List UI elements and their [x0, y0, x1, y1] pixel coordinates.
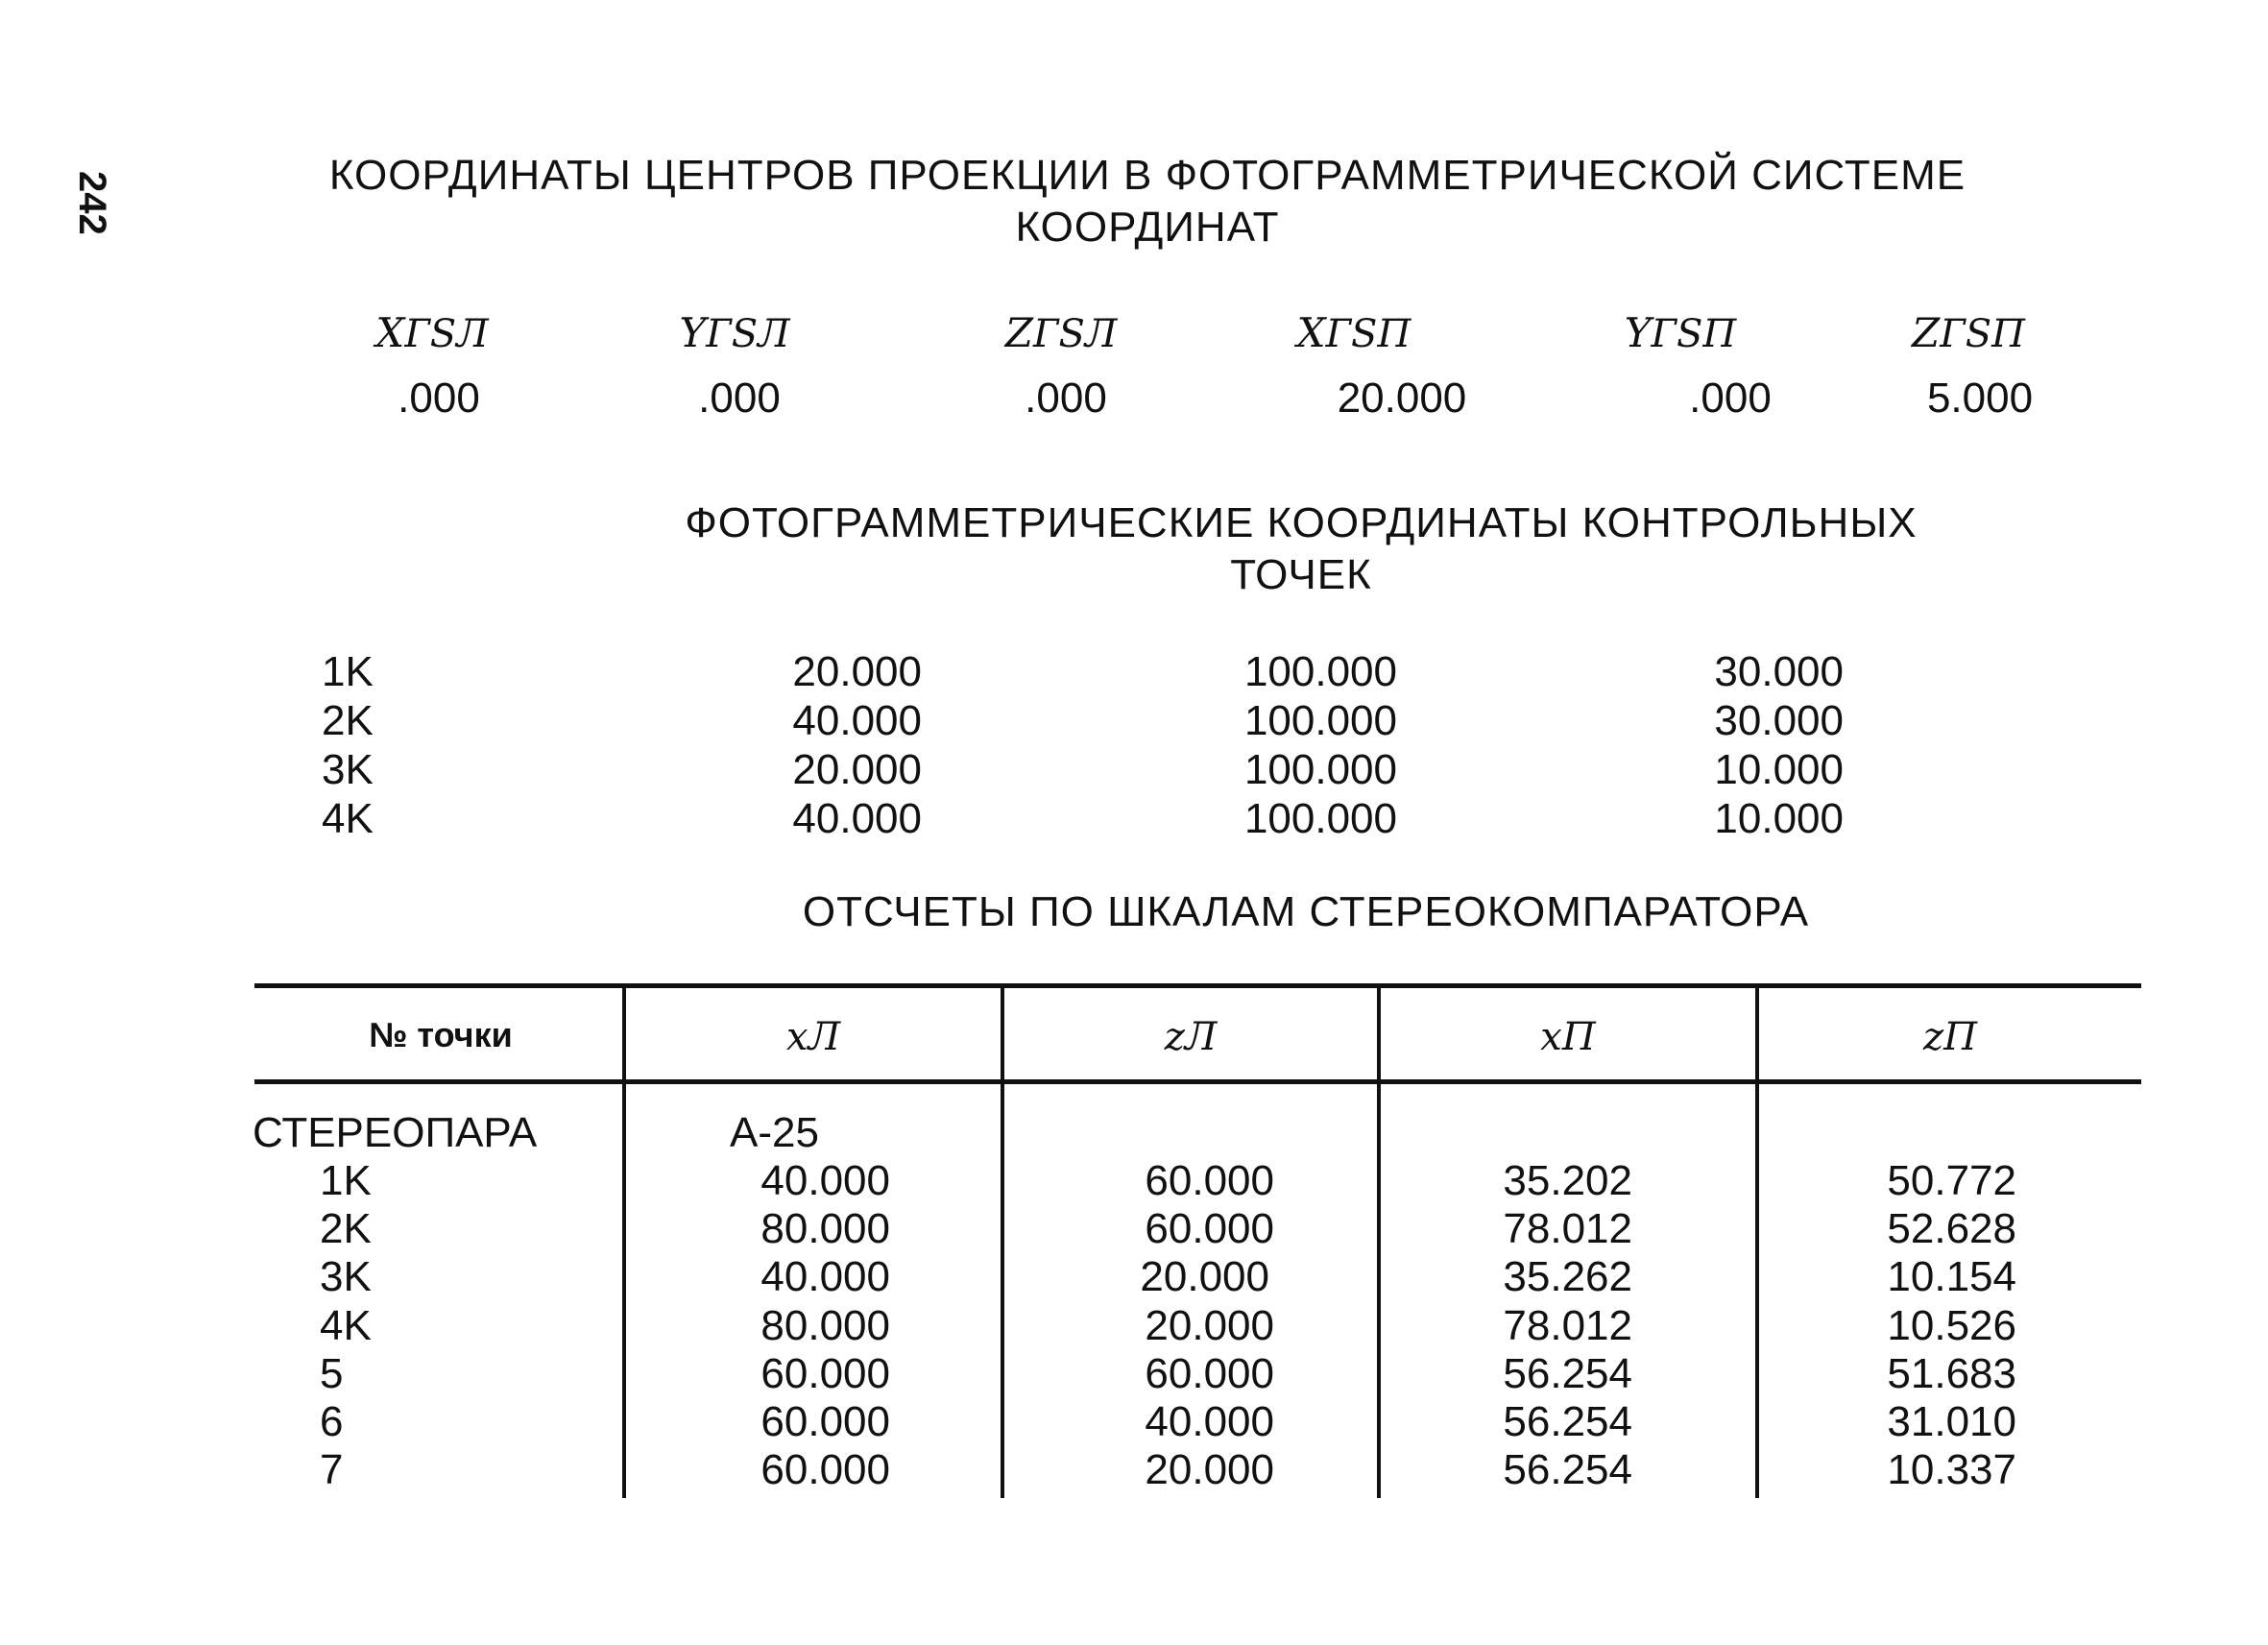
table-cell-xl: 40.000	[760, 1253, 890, 1300]
table-cell-zp: 50.772	[1887, 1157, 2016, 1204]
table-cell-zp: 10.154	[1887, 1253, 2016, 1300]
table-cell-zl: 60.000	[1145, 1205, 1274, 1252]
control-point-x: 20.000	[792, 746, 922, 793]
coord-value-x-left: .000	[398, 375, 480, 422]
control-point-z: 30.000	[1714, 648, 1844, 695]
control-point-y: 100.000	[1243, 697, 1397, 744]
coord-label-y-left: YГSЛ	[679, 309, 790, 356]
coord-label-z-right: ZГSП	[1912, 309, 2025, 356]
section1-title-line1: КООРДИНАТЫ ЦЕНТРОВ ПРОЕКЦИИ В ФОТОГРАММЕТРИЧЕСКОЙ СИСТЕМЕ	[328, 152, 1966, 199]
table-cell-point: 6	[320, 1398, 344, 1445]
table-cell-zp: 10.526	[1887, 1302, 2016, 1349]
coord-label-x-left: XГSЛ	[375, 309, 489, 356]
table-cell-xp: 56.254	[1503, 1350, 1632, 1397]
table-header-x-left: xЛ	[786, 1015, 840, 1059]
coord-value-z-right: 5.000	[1926, 375, 2034, 422]
table-cell-xp: 35.202	[1503, 1157, 1632, 1204]
page-number: 242	[71, 171, 113, 235]
coord-value-y-left: .000	[698, 375, 781, 422]
control-point-x: 40.000	[792, 795, 922, 842]
table-cell-zp: 10.337	[1887, 1446, 2016, 1493]
control-point-x: 40.000	[792, 697, 922, 744]
table-cell-xp: 56.254	[1503, 1446, 1632, 1493]
table-header-z-right: zП	[1923, 1015, 1977, 1059]
table-column-divider	[622, 983, 626, 1498]
table-cell-point: 7	[320, 1446, 344, 1493]
table-top-rule	[254, 983, 2141, 988]
table-cell-zl: 60.000	[1145, 1350, 1274, 1397]
control-point-label: 4K	[322, 795, 374, 842]
coord-label-x-right: XГSП	[1296, 309, 1411, 356]
table-cell-point: 4K	[320, 1302, 372, 1349]
table-cell-zp: 52.628	[1887, 1205, 2016, 1252]
control-point-label: 2K	[322, 697, 374, 744]
table-column-divider	[1377, 983, 1381, 1498]
table-cell-xl: 60.000	[760, 1398, 890, 1445]
table-column-divider	[1755, 983, 1759, 1498]
coord-value-z-left: .000	[1025, 375, 1107, 422]
control-point-y: 100.000	[1243, 795, 1397, 842]
table-header-point-number: № точки	[369, 1015, 513, 1054]
table-cell-zl: 20.000	[1145, 1302, 1274, 1349]
coord-label-z-left: ZГSЛ	[1004, 309, 1118, 356]
section2-title-line2: ТОЧЕК	[1230, 551, 1372, 598]
table-cell-xp: 56.254	[1503, 1398, 1632, 1445]
table-cell-point: 5	[320, 1350, 344, 1397]
table-cell-zp: 51.683	[1887, 1350, 2016, 1397]
table-cell-xp: 78.012	[1503, 1205, 1632, 1252]
coord-label-y-right: YГSП	[1624, 309, 1737, 356]
table-cell-xl: 80.000	[760, 1205, 890, 1252]
table-cell-zl: 20.000	[1140, 1253, 1269, 1300]
table-cell-zp: 31.010	[1887, 1398, 2016, 1445]
control-point-label: 3K	[322, 746, 374, 793]
table-header-x-right: xП	[1540, 1015, 1596, 1059]
table-cell-zl: 40.000	[1145, 1398, 1274, 1445]
table-cell-xp: 35.262	[1503, 1253, 1632, 1300]
coord-value-y-right: .000	[1689, 375, 1772, 422]
control-point-label: 1K	[322, 648, 374, 695]
table-cell-zl: 60.000	[1145, 1157, 1274, 1204]
section2-title-line1: ФОТОГРАММЕТРИЧЕСКИЕ КООРДИНАТЫ КОНТРОЛЬНЫХ	[685, 499, 1918, 546]
stereopair-label: СТЕРЕОПАРА	[253, 1109, 538, 1156]
control-point-z: 10.000	[1714, 795, 1844, 842]
section3-title: ОТСЧЕТЫ ПО ШКАЛАМ СТЕРЕОКОМПАРАТОРА	[802, 888, 1810, 935]
control-point-z: 10.000	[1714, 746, 1844, 793]
table-cell-point: 2K	[320, 1205, 372, 1252]
control-point-y: 100.000	[1243, 746, 1397, 793]
table-cell-xp: 78.012	[1503, 1302, 1632, 1349]
table-cell-point: 1K	[320, 1157, 372, 1204]
table-cell-xl: 60.000	[760, 1350, 890, 1397]
control-point-x: 20.000	[792, 648, 922, 695]
section1-title-line2: КООРДИНАТ	[1015, 204, 1280, 251]
stereopair-value: A-25	[730, 1109, 819, 1156]
table-header-rule	[254, 1079, 2141, 1084]
table-cell-xl: 80.000	[760, 1302, 890, 1349]
coord-value-x-right: 20.000	[1337, 375, 1467, 422]
control-point-y: 100.000	[1243, 648, 1397, 695]
table-cell-point: 3K	[320, 1253, 372, 1300]
table-header-z-left: zЛ	[1164, 1015, 1218, 1059]
table-cell-xl: 60.000	[760, 1446, 890, 1493]
table-cell-xl: 40.000	[760, 1157, 890, 1204]
control-point-z: 30.000	[1714, 697, 1844, 744]
table-cell-zl: 20.000	[1145, 1446, 1274, 1493]
table-column-divider	[1001, 983, 1004, 1498]
